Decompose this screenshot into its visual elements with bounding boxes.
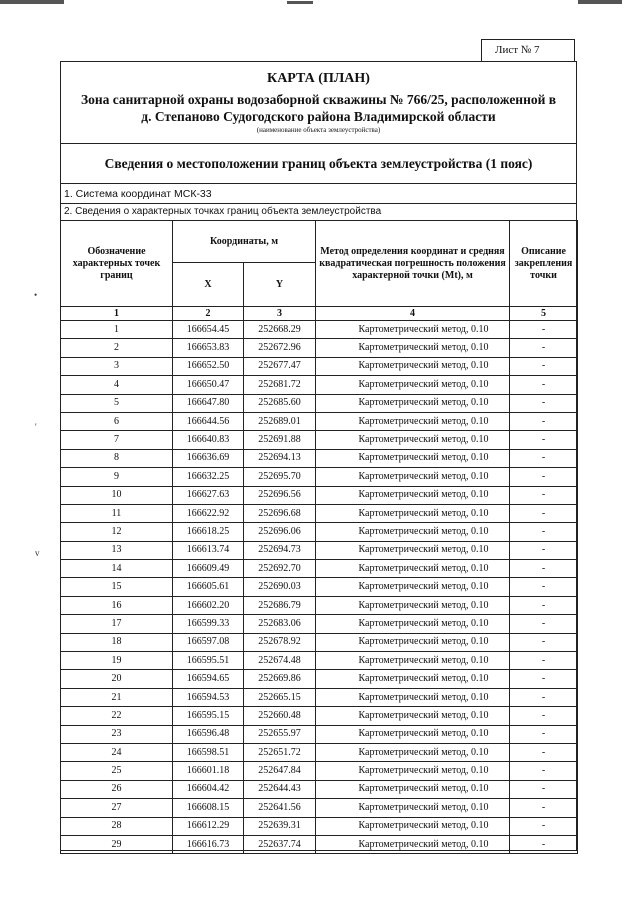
- method-cell: Картометрический метод, 0.10: [316, 652, 510, 670]
- table-row: [61, 449, 578, 467]
- column-number: 3: [244, 307, 316, 321]
- y-coordinate-cell: 252695.70: [244, 468, 316, 486]
- margin-check-mark: v: [35, 548, 40, 558]
- method-cell: Картометрический метод, 0.10: [316, 762, 510, 780]
- y-coordinate-cell: 252691.88: [244, 431, 316, 449]
- point-number-cell: 18: [61, 633, 173, 651]
- header-fixing: Описание закрепления точки: [510, 221, 578, 307]
- x-coordinate-cell: 166616.73: [173, 835, 244, 853]
- fixing-cell: -: [510, 780, 578, 798]
- y-coordinate-cell: 252696.56: [244, 486, 316, 504]
- header-y: Y: [244, 263, 316, 307]
- x-coordinate-cell: 166594.53: [173, 688, 244, 706]
- method-cell: Картометрический метод, 0.10: [316, 412, 510, 430]
- y-coordinate-cell: 252678.92: [244, 633, 316, 651]
- y-coordinate-cell: 252672.96: [244, 339, 316, 357]
- table-row: [61, 357, 578, 375]
- fixing-cell: -: [510, 394, 578, 412]
- point-number-cell: 29: [61, 835, 173, 853]
- y-coordinate-cell: 252668.29: [244, 321, 316, 339]
- y-coordinate-cell: 252674.48: [244, 652, 316, 670]
- x-coordinate-cell: 166640.83: [173, 431, 244, 449]
- fixing-cell: -: [510, 762, 578, 780]
- fixing-cell: -: [510, 431, 578, 449]
- fixing-cell: -: [510, 652, 578, 670]
- point-number-cell: 25: [61, 762, 173, 780]
- coordinate-system-line: 1. Система координат МСК-33: [61, 184, 576, 204]
- x-coordinate-cell: 166597.08: [173, 633, 244, 651]
- header-method: Метод определения координат и средняя квадратическая погрешность положения характерной точки (Mt), м: [316, 221, 510, 307]
- margin-tick-mark: ': [35, 422, 37, 432]
- x-coordinate-cell: 166627.63: [173, 486, 244, 504]
- point-number-cell: 10: [61, 486, 173, 504]
- fixing-cell: -: [510, 468, 578, 486]
- fixing-cell: -: [510, 743, 578, 761]
- point-number-cell: 19: [61, 652, 173, 670]
- fixing-cell: -: [510, 707, 578, 725]
- y-coordinate-cell: 252694.13: [244, 449, 316, 467]
- points-table-body: [61, 321, 578, 854]
- y-coordinate-cell: 252639.31: [244, 817, 316, 835]
- method-cell: Картометрический метод, 0.10: [316, 376, 510, 394]
- method-cell: Картометрический метод, 0.10: [316, 743, 510, 761]
- point-number-cell: 15: [61, 578, 173, 596]
- point-number-cell: 27: [61, 799, 173, 817]
- column-number: 4: [316, 307, 510, 321]
- zone-title-line-1: Зона санитарной охраны водозаборной скважины № 766/25, расположенной в: [80, 92, 557, 107]
- fixing-cell: -: [510, 504, 578, 522]
- y-coordinate-cell: 252683.06: [244, 615, 316, 633]
- y-coordinate-cell: 252644.43: [244, 780, 316, 798]
- fixing-cell: -: [510, 321, 578, 339]
- point-number-cell: 28: [61, 817, 173, 835]
- point-number-cell: 3: [61, 357, 173, 375]
- point-number-cell: 5: [61, 394, 173, 412]
- table-row: [61, 596, 578, 614]
- margin-dot-mark: •: [34, 290, 38, 300]
- table-row: [61, 541, 578, 559]
- point-number-cell: 20: [61, 670, 173, 688]
- map-title: КАРТА (ПЛАН): [267, 71, 370, 86]
- method-cell: Картометрический метод, 0.10: [316, 835, 510, 853]
- y-coordinate-cell: 252647.84: [244, 762, 316, 780]
- y-coordinate-cell: 252651.72: [244, 743, 316, 761]
- y-coordinate-cell: 252690.03: [244, 578, 316, 596]
- table-row: [61, 688, 578, 706]
- x-coordinate-cell: 166598.51: [173, 743, 244, 761]
- point-number-cell: 1: [61, 321, 173, 339]
- method-cell: Картометрический метод, 0.10: [316, 578, 510, 596]
- fixing-cell: -: [510, 449, 578, 467]
- method-cell: Картометрический метод, 0.10: [316, 321, 510, 339]
- method-cell: Картометрический метод, 0.10: [316, 817, 510, 835]
- table-row: [61, 412, 578, 430]
- x-coordinate-cell: 166636.69: [173, 449, 244, 467]
- method-cell: Картометрический метод, 0.10: [316, 780, 510, 798]
- header-coordinates: Координаты, м: [173, 221, 316, 263]
- scan-edge-mark-left: [0, 0, 64, 4]
- scan-edge-mark-right: [578, 0, 622, 4]
- method-cell: Картометрический метод, 0.10: [316, 357, 510, 375]
- point-number-cell: 23: [61, 725, 173, 743]
- method-cell: Картометрический метод, 0.10: [316, 707, 510, 725]
- y-coordinate-cell: 252681.72: [244, 376, 316, 394]
- column-number: 2: [173, 307, 244, 321]
- boundary-points-table: [60, 220, 578, 854]
- table-row: [61, 578, 578, 596]
- table-row: [61, 633, 578, 651]
- fixing-cell: -: [510, 799, 578, 817]
- y-coordinate-cell: 252696.06: [244, 523, 316, 541]
- point-number-cell: 24: [61, 743, 173, 761]
- table-row: [61, 835, 578, 853]
- y-coordinate-cell: 252685.60: [244, 394, 316, 412]
- method-cell: Картометрический метод, 0.10: [316, 615, 510, 633]
- method-cell: Картометрический метод, 0.10: [316, 596, 510, 614]
- point-number-cell: 8: [61, 449, 173, 467]
- header-x: X: [173, 263, 244, 307]
- table-row: [61, 615, 578, 633]
- document-frame: [60, 61, 577, 851]
- fixing-cell: -: [510, 670, 578, 688]
- table-row: [61, 725, 578, 743]
- method-cell: Картометрический метод, 0.10: [316, 468, 510, 486]
- method-cell: Картометрический метод, 0.10: [316, 486, 510, 504]
- x-coordinate-cell: 166609.49: [173, 560, 244, 578]
- table-row: [61, 762, 578, 780]
- table-row: [61, 743, 578, 761]
- point-number-cell: 2: [61, 339, 173, 357]
- y-coordinate-cell: 252665.15: [244, 688, 316, 706]
- point-number-cell: 9: [61, 468, 173, 486]
- fixing-cell: -: [510, 541, 578, 559]
- x-coordinate-cell: 166644.56: [173, 412, 244, 430]
- x-coordinate-cell: 166618.25: [173, 523, 244, 541]
- x-coordinate-cell: 166612.29: [173, 817, 244, 835]
- fixing-cell: -: [510, 412, 578, 430]
- fixing-cell: -: [510, 339, 578, 357]
- table-row: [61, 376, 578, 394]
- table-row: [61, 817, 578, 835]
- x-coordinate-cell: 166613.74: [173, 541, 244, 559]
- table-row: [61, 799, 578, 817]
- fixing-cell: -: [510, 523, 578, 541]
- point-number-cell: 6: [61, 412, 173, 430]
- point-number-cell: 14: [61, 560, 173, 578]
- fixing-cell: -: [510, 486, 578, 504]
- method-cell: Картометрический метод, 0.10: [316, 523, 510, 541]
- method-cell: Картометрический метод, 0.10: [316, 670, 510, 688]
- method-cell: Картометрический метод, 0.10: [316, 560, 510, 578]
- y-coordinate-cell: 252655.97: [244, 725, 316, 743]
- object-name-caption: (наименование объекта землеустройства): [256, 126, 381, 134]
- fixing-cell: -: [510, 615, 578, 633]
- x-coordinate-cell: 166608.15: [173, 799, 244, 817]
- fixing-cell: -: [510, 596, 578, 614]
- zone-title-line-2: д. Степаново Судогодского района Владимирской области: [141, 109, 496, 124]
- x-coordinate-cell: 166647.80: [173, 394, 244, 412]
- y-coordinate-cell: 252660.48: [244, 707, 316, 725]
- point-number-cell: 11: [61, 504, 173, 522]
- scan-edge-mark-center: [287, 1, 313, 4]
- y-coordinate-cell: 252641.56: [244, 799, 316, 817]
- fixing-cell: -: [510, 688, 578, 706]
- characteristic-points-line: 2. Сведения о характерных точках границ объекта землеустройства: [64, 206, 382, 217]
- x-coordinate-cell: 166596.48: [173, 725, 244, 743]
- x-coordinate-cell: 166604.42: [173, 780, 244, 798]
- method-cell: Картометрический метод, 0.10: [316, 688, 510, 706]
- fixing-cell: -: [510, 835, 578, 853]
- point-number-cell: 13: [61, 541, 173, 559]
- table-row: [61, 339, 578, 357]
- fixing-cell: -: [510, 817, 578, 835]
- table-row: [61, 780, 578, 798]
- point-number-cell: 12: [61, 523, 173, 541]
- y-coordinate-cell: 252669.86: [244, 670, 316, 688]
- point-number-cell: 17: [61, 615, 173, 633]
- table-row: [61, 670, 578, 688]
- method-cell: Картометрический метод, 0.10: [316, 431, 510, 449]
- method-cell: Картометрический метод, 0.10: [316, 799, 510, 817]
- y-coordinate-cell: 252692.70: [244, 560, 316, 578]
- fixing-cell: -: [510, 376, 578, 394]
- x-coordinate-cell: 166652.50: [173, 357, 244, 375]
- table-row: [61, 431, 578, 449]
- y-coordinate-cell: 252689.01: [244, 412, 316, 430]
- table-row: [61, 560, 578, 578]
- method-cell: Картометрический метод, 0.10: [316, 725, 510, 743]
- table-row: [61, 652, 578, 670]
- point-number-cell: 4: [61, 376, 173, 394]
- x-coordinate-cell: 166653.83: [173, 339, 244, 357]
- column-number: 5: [510, 307, 578, 321]
- x-coordinate-cell: 166622.92: [173, 504, 244, 522]
- x-coordinate-cell: 166599.33: [173, 615, 244, 633]
- table-row: [61, 486, 578, 504]
- method-cell: Картометрический метод, 0.10: [316, 449, 510, 467]
- point-number-cell: 21: [61, 688, 173, 706]
- y-coordinate-cell: 252686.79: [244, 596, 316, 614]
- x-coordinate-cell: 166594.65: [173, 670, 244, 688]
- y-coordinate-cell: 252694.73: [244, 541, 316, 559]
- point-number-cell: 22: [61, 707, 173, 725]
- table-row: [61, 504, 578, 522]
- method-cell: Картометрический метод, 0.10: [316, 541, 510, 559]
- fixing-cell: -: [510, 357, 578, 375]
- method-cell: Картометрический метод, 0.10: [316, 633, 510, 651]
- table-row: [61, 394, 578, 412]
- column-number-row: [61, 307, 578, 321]
- fixing-cell: -: [510, 578, 578, 596]
- x-coordinate-cell: 166602.20: [173, 596, 244, 614]
- y-coordinate-cell: 252696.68: [244, 504, 316, 522]
- header-designation: Обозначение характерных точек границ: [61, 221, 173, 307]
- table-row: [61, 523, 578, 541]
- x-coordinate-cell: 166595.15: [173, 707, 244, 725]
- point-number-cell: 26: [61, 780, 173, 798]
- x-coordinate-cell: 166595.51: [173, 652, 244, 670]
- x-coordinate-cell: 166632.25: [173, 468, 244, 486]
- method-cell: Картометрический метод, 0.10: [316, 339, 510, 357]
- x-coordinate-cell: 166601.18: [173, 762, 244, 780]
- sheet-number-label: Лист № 7: [481, 39, 575, 62]
- table-row: [61, 321, 578, 339]
- method-cell: Картометрический метод, 0.10: [316, 504, 510, 522]
- x-coordinate-cell: 166650.47: [173, 376, 244, 394]
- x-coordinate-cell: 166605.61: [173, 578, 244, 596]
- fixing-cell: -: [510, 633, 578, 651]
- y-coordinate-cell: 252677.47: [244, 357, 316, 375]
- fixing-cell: -: [510, 560, 578, 578]
- title-block: [61, 62, 576, 144]
- y-coordinate-cell: 252637.74: [244, 835, 316, 853]
- table-row: [61, 707, 578, 725]
- table-row: [61, 468, 578, 486]
- method-cell: Картометрический метод, 0.10: [316, 394, 510, 412]
- point-number-cell: 7: [61, 431, 173, 449]
- point-number-cell: 16: [61, 596, 173, 614]
- column-number: 1: [61, 307, 173, 321]
- x-coordinate-cell: 166654.45: [173, 321, 244, 339]
- section-heading: Сведения о местоположении границ объекта землеустройства (1 пояс): [61, 144, 576, 184]
- fixing-cell: -: [510, 725, 578, 743]
